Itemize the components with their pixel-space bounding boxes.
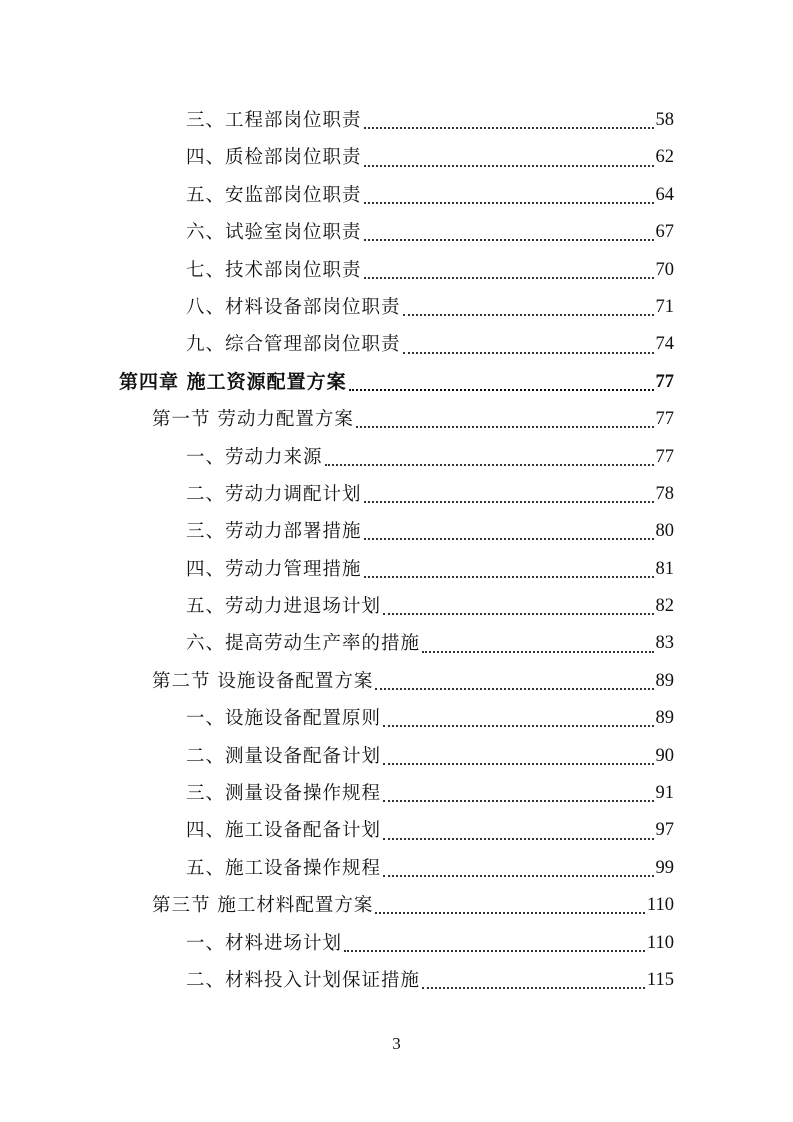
toc-entry-title: 二、材料投入计划保证措施	[186, 969, 421, 991]
toc-dot-leader	[364, 537, 654, 540]
toc-entry-item[interactable]	[0, 513, 793, 550]
toc-dot-leader	[403, 351, 654, 354]
toc-entry-item[interactable]	[0, 962, 793, 999]
toc-dot-leader	[383, 874, 653, 877]
toc-dot-leader	[356, 425, 654, 428]
toc-dot-leader	[364, 500, 654, 503]
toc-dot-leader	[383, 762, 653, 765]
toc-entry-page: 89	[655, 708, 674, 729]
toc-entry-page: 91	[655, 783, 674, 804]
toc-entry-title: 三、测量设备操作规程	[186, 783, 382, 805]
toc-dot-leader	[383, 612, 653, 615]
toc-entry-item[interactable]	[0, 850, 793, 887]
toc-entry-section[interactable]	[0, 401, 793, 438]
toc-dot-leader	[364, 164, 654, 167]
toc-entry-item[interactable]	[0, 700, 793, 737]
toc-entry-page: 62	[655, 147, 674, 168]
toc-entry-item[interactable]	[0, 775, 793, 812]
toc-dot-leader	[403, 313, 654, 316]
toc-entry-item[interactable]	[0, 588, 793, 625]
toc-entry-page: 74	[655, 334, 674, 355]
toc-entry-page: 78	[655, 483, 674, 504]
toc-entry-page: 77	[655, 409, 674, 430]
toc-entry-title: 第二节 设施设备配置方案	[152, 670, 374, 692]
toc-entry-title: 四、施工设备配备计划	[186, 820, 382, 842]
toc-entry-item[interactable]	[0, 289, 793, 326]
toc-dot-leader	[364, 575, 654, 578]
toc-dot-leader	[364, 126, 654, 129]
toc-entry-title: 第一节 劳动力配置方案	[152, 409, 354, 431]
toc-dot-leader	[422, 986, 645, 989]
toc-entry-section[interactable]	[0, 887, 793, 924]
toc-entry-item[interactable]	[0, 738, 793, 775]
toc-entry-page: 71	[655, 296, 674, 317]
toc-entry-item[interactable]	[0, 625, 793, 662]
toc-entry-item[interactable]	[0, 214, 793, 251]
toc-entry-item[interactable]	[0, 139, 793, 176]
toc-entry-title: 五、劳动力进退场计划	[186, 596, 382, 618]
toc-entry-page: 81	[655, 558, 674, 579]
toc-entry-title: 三、工程部岗位职责	[186, 110, 362, 131]
toc-dot-leader	[383, 837, 653, 840]
toc-entry-item[interactable]	[0, 925, 793, 962]
toc-entry-section[interactable]	[0, 663, 793, 700]
toc-entry-page: 97	[655, 820, 674, 841]
toc-entry-item[interactable]	[0, 102, 793, 139]
toc-entry-page: 80	[655, 521, 674, 542]
toc-entry-item[interactable]	[0, 551, 793, 588]
toc-entry-title: 三、劳动力部署措施	[186, 521, 362, 543]
toc-dot-leader	[325, 463, 654, 466]
toc-entry-title: 第四章 施工资源配置方案	[119, 370, 347, 393]
toc-dot-leader	[383, 724, 653, 727]
toc-entry-page: 82	[655, 596, 674, 617]
toc-entry-item[interactable]	[0, 476, 793, 513]
toc-entry-item[interactable]	[0, 326, 793, 363]
toc-entry-title: 一、设施设备配置原则	[186, 708, 382, 730]
toc-dot-leader	[383, 799, 653, 802]
toc-entry-title: 四、劳动力管理措施	[186, 558, 362, 580]
toc-entry-title: 六、试验室岗位职责	[186, 222, 362, 244]
toc-entry-title: 九、综合管理部岗位职责	[186, 334, 401, 356]
toc-entry-title: 五、安监部岗位职责	[186, 184, 362, 206]
toc-entry-page: 90	[655, 745, 674, 766]
toc-entry-title: 六、提高劳动生产率的措施	[186, 633, 421, 655]
toc-dot-leader	[422, 650, 653, 653]
toc-entry-item[interactable]	[0, 812, 793, 849]
page-number: 3	[392, 1034, 401, 1053]
toc-dot-leader	[375, 911, 645, 914]
toc-entry-title: 五、施工设备操作规程	[186, 857, 382, 879]
table-of-contents	[0, 102, 793, 999]
toc-dot-leader	[364, 276, 654, 279]
toc-dot-leader	[349, 388, 654, 391]
toc-dot-leader	[364, 201, 654, 204]
toc-entry-chapter[interactable]	[0, 364, 793, 401]
toc-entry-page: 67	[655, 222, 674, 243]
toc-dot-leader	[344, 949, 645, 952]
toc-entry-title: 第三节 施工材料配置方案	[152, 895, 374, 917]
toc-entry-title: 一、劳动力来源	[186, 446, 323, 468]
toc-entry-title: 二、劳动力调配计划	[186, 483, 362, 505]
toc-entry-title: 八、材料设备部岗位职责	[186, 296, 401, 318]
toc-entry-title: 四、质检部岗位职责	[186, 147, 362, 169]
toc-entry-page: 115	[646, 969, 674, 990]
toc-entry-page: 83	[655, 633, 674, 654]
toc-entry-page: 58	[655, 110, 674, 130]
toc-dot-leader	[375, 687, 653, 690]
toc-entry-item[interactable]	[0, 439, 793, 476]
toc-entry-page: 77	[655, 446, 674, 467]
toc-entry-page: 64	[655, 184, 674, 205]
toc-entry-page: 77	[655, 371, 674, 392]
toc-entry-item[interactable]	[0, 252, 793, 289]
toc-dot-leader	[364, 238, 654, 241]
toc-entry-title: 一、材料进场计划	[186, 932, 343, 954]
toc-entry-title: 七、技术部岗位职责	[186, 259, 362, 281]
toc-entry-page: 110	[646, 895, 674, 916]
toc-entry-page: 89	[655, 670, 674, 691]
toc-entry-title: 二、测量设备配备计划	[186, 745, 382, 767]
toc-entry-page: 110	[646, 932, 674, 953]
toc-entry-page: 70	[655, 259, 674, 280]
toc-entry-page: 99	[655, 857, 674, 878]
toc-entry-item[interactable]	[0, 177, 793, 214]
